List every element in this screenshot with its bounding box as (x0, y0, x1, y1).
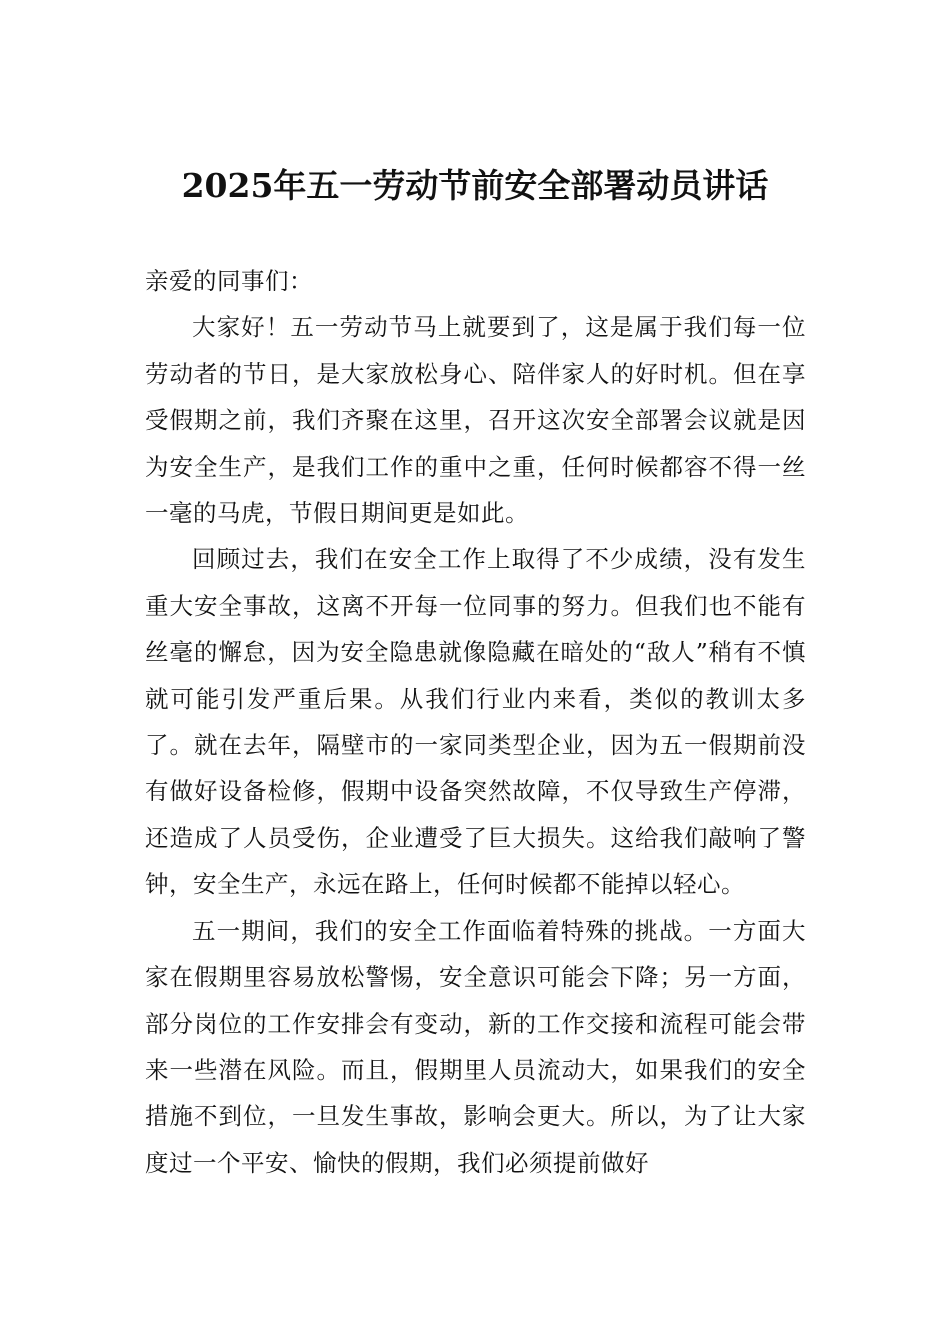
document-title: 2025年五一劳动节前安全部署动员讲话 (181, 166, 769, 205)
paragraph-greeting: 大家好！五一劳动节马上就要到了，这是属于我们每一位劳动者的节日，是大家放松身心、陪伴家人的好时机。但在享受假期之前，我们齐聚在这里，召开这次安全部署会议就是因为安全生产，是我们工作的重中之重，任何时候都容不得一丝一毫的马虎，节假日期间更是如此。 (145, 313, 806, 528)
paragraph-challenges: 五一期间，我们的安全工作面临着特殊的挑战。一方面大家在假期里容易放松警惕，安全意识可能会下降；另一方面，部分岗位的工作安排会有变动，新的工作交接和流程可能会带来一些潜在风险。而且，假期里人员流动大，如果我们的安全措施不到位，一旦发生事故，影响会更大。所以，为了让大家度过一个平安、愉快的假期，我们必须提前做好 (145, 916, 806, 1177)
paragraph-review: 回顾过去，我们在安全工作上取得了不少成绩，没有发生重大安全事故，这离不开每一位同事的努力。但我们也不能有丝毫的懈怠，因为安全隐患就像隐藏在暗处的“敌人”稍有不慎就可能引发严重后果。从我们行业内来看，类似的教训太多了。就在去年，隔壁市的一家同类型企业，因为五一假期前没有做好设备检修，假期中设备突然故障，不仅导致生产停滞，还造成了人员受伤，企业遭受了巨大损失。这给我们敲响了警钟，安全生产，永远在路上，任何时候都不能掉以轻心。 (145, 545, 806, 899)
document-body (145, 258, 806, 1186)
salutation: 亲爱的同事们： (145, 267, 313, 295)
